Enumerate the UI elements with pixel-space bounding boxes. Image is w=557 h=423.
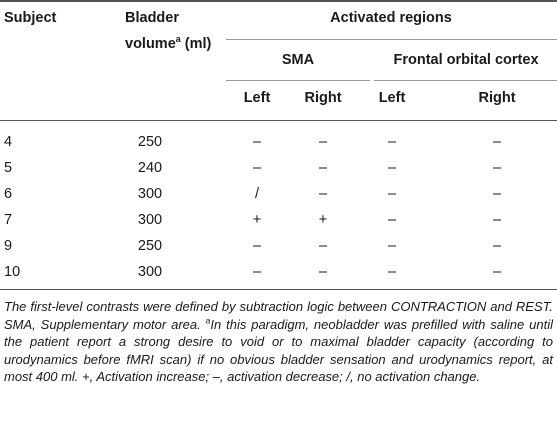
cell-volume: 300 bbox=[137, 186, 163, 202]
cell-foc-left: – bbox=[387, 160, 397, 176]
cell-sma-right: – bbox=[318, 238, 328, 254]
cell-sma-left: / bbox=[254, 186, 260, 202]
cell-foc-right: – bbox=[492, 212, 502, 228]
cell-volume: 240 bbox=[137, 160, 163, 176]
cell-foc-right: – bbox=[492, 238, 502, 254]
cell-subject: 7 bbox=[4, 212, 13, 228]
header-activated-regions: Activated regions bbox=[330, 10, 452, 26]
cell-foc-left: – bbox=[387, 134, 397, 150]
cell-subject: 6 bbox=[4, 186, 13, 202]
header-bladder-line1: Bladder bbox=[125, 10, 179, 26]
cell-foc-right: – bbox=[492, 186, 502, 202]
header-bladder-line2: volume$^a$ (ml) bbox=[125, 34, 212, 52]
cell-volume: 250 bbox=[137, 134, 163, 150]
cell-subject: 10 bbox=[4, 264, 21, 280]
activated-regions-rule bbox=[226, 39, 557, 40]
header-subject: Subject bbox=[4, 10, 57, 26]
header-frontal-orbital-cortex: Frontal orbital cortex bbox=[393, 52, 539, 68]
cell-subject: 9 bbox=[4, 238, 13, 254]
cell-sma-left: – bbox=[252, 160, 262, 176]
cell-foc-left: – bbox=[387, 264, 397, 280]
header-bottom-rule bbox=[0, 120, 557, 121]
header-sma: SMA bbox=[281, 52, 315, 68]
cell-sma-right: – bbox=[318, 264, 328, 280]
header-sma-right: Right bbox=[304, 90, 342, 106]
cell-sma-left: – bbox=[252, 238, 262, 254]
cell-sma-left: – bbox=[252, 134, 262, 150]
cell-foc-right: – bbox=[492, 160, 502, 176]
cell-sma-left: – bbox=[252, 264, 262, 280]
cell-foc-left: – bbox=[387, 238, 397, 254]
header-foc-right: Right bbox=[478, 90, 516, 106]
sma-rule bbox=[226, 80, 370, 81]
table-footnote: The first-level contrasts were defined by subtraction logic between CONTRACTION and REST. SMA, Supplementary motor area. $^a$In this paradigm, neobladder was prefilled with saline until the patient report a strong desire to void or to maximal bladder capacity (according to urodynamics before fMRI scan) if no obvious bladder sensation and urodynamics report, at most 400 ml. +, Activation increase; –, activation decrease; /, no activation change. bbox=[4, 299, 553, 385]
cell-sma-right: – bbox=[318, 134, 328, 150]
header-foc-left: Left bbox=[378, 90, 406, 106]
cell-sma-right: – bbox=[318, 160, 328, 176]
header-sma-left: Left bbox=[243, 90, 271, 106]
cell-foc-right: – bbox=[492, 264, 502, 280]
cell-foc-left: – bbox=[387, 212, 397, 228]
cell-sma-right: – bbox=[318, 186, 328, 202]
cell-subject: 5 bbox=[4, 160, 13, 176]
table-top-rule bbox=[0, 0, 557, 2]
cell-volume: 300 bbox=[137, 264, 163, 280]
cell-volume: 300 bbox=[137, 212, 163, 228]
footnote-marker: a bbox=[205, 315, 211, 326]
cell-volume: 250 bbox=[137, 238, 163, 254]
cell-sma-right: + bbox=[318, 212, 328, 228]
foc-rule bbox=[374, 80, 557, 81]
cell-foc-left: – bbox=[387, 186, 397, 202]
cell-sma-left: + bbox=[252, 212, 262, 228]
table-bottom-rule bbox=[0, 289, 557, 290]
cell-subject: 4 bbox=[4, 134, 13, 150]
footnote-marker-a: a bbox=[175, 34, 181, 45]
cell-foc-right: – bbox=[492, 134, 502, 150]
